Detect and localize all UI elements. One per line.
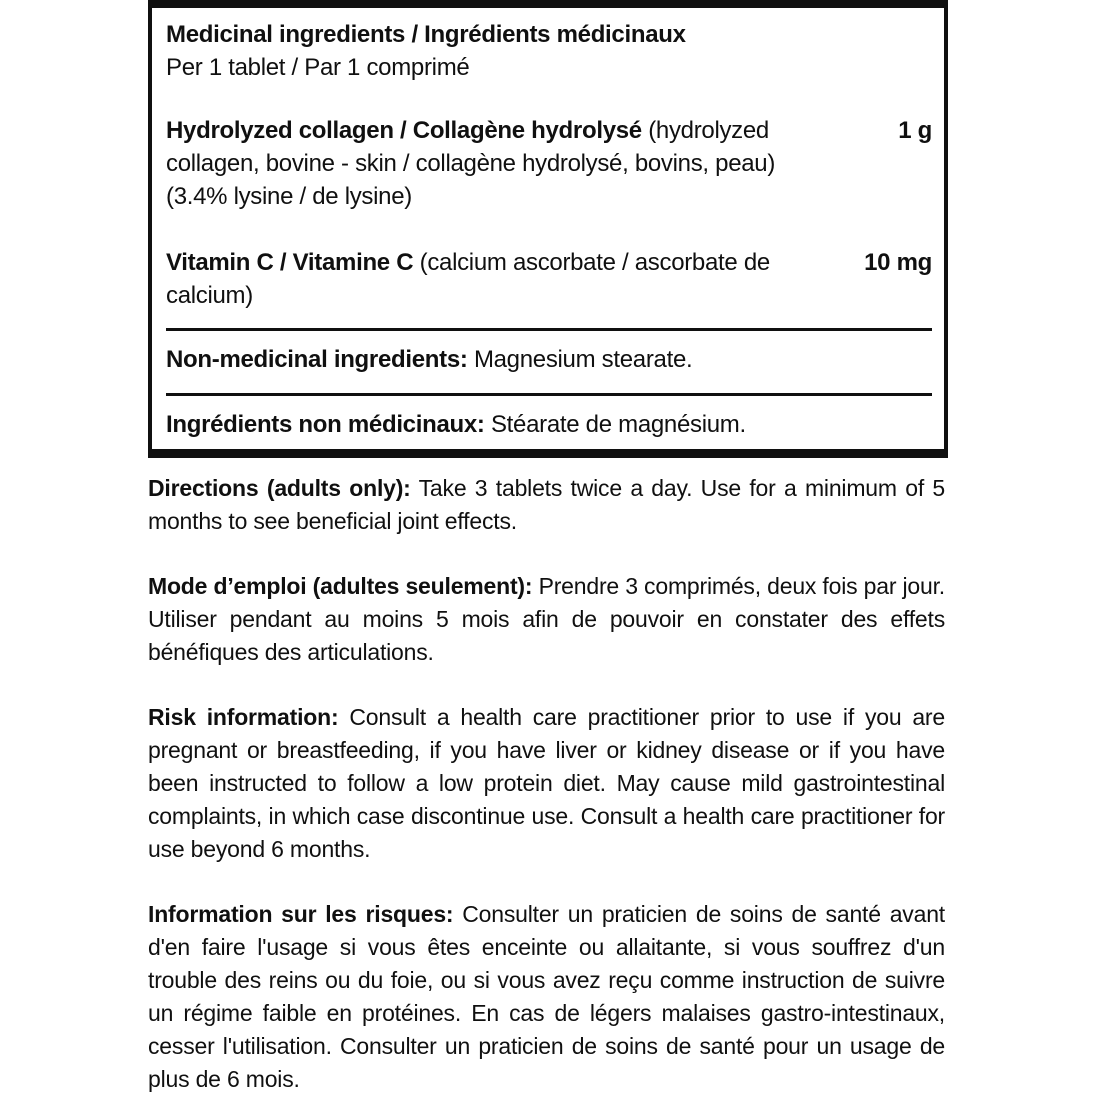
medicinal-ingredients-panel	[148, 0, 948, 458]
ingredient-text	[166, 114, 828, 213]
ingredient-amount: 10 mg	[864, 249, 932, 276]
paragraph-label: Directions (adults only):	[148, 475, 411, 501]
non-medicinal-en-label: Non-medicinal ingredients:	[166, 346, 468, 373]
non-medicinal-fr-text: Stéarate de magnésium.	[484, 411, 746, 438]
ingredient-amount: 1 g	[898, 117, 932, 144]
paragraph-risk-en	[148, 701, 945, 866]
paragraph-text: Prendre 3 comprimés, deux fois par jour. Utiliser pendant au moins 5 mois afin de pouvoir en constater des effets bénéfiques des articulations.	[148, 573, 945, 665]
non-medicinal-fr	[166, 408, 932, 441]
ingredient-row-vitamin-c	[166, 246, 932, 312]
directions-and-warnings	[148, 461, 945, 1096]
paragraph-text: Consult a health care practitioner prior to use if you are pregnant or breastfeeding, if you have liver or kidney disease or if you have been instructed to follow a low protein diet. May cause mild gastrointestinal complaints, in which case discontinue use. Consult a health care practitioner for use beyond 6 months.	[148, 704, 945, 862]
ingredient-name: Hydrolyzed collagen / Collagène hydrolysé	[166, 117, 642, 144]
ingredient-text	[166, 246, 828, 312]
panel-title: Medicinal ingredients / Ingrédients médicinaux	[166, 21, 686, 48]
paragraph-text: Take 3 tablets twice a day. Use for a minimum of 5 months to see beneficial joint effects.	[148, 475, 946, 534]
non-medicinal-fr-label: Ingrédients non médicinaux:	[166, 411, 485, 438]
ingredient-detail: (calcium ascorbate / ascorbate de calcium)	[166, 249, 770, 309]
non-medicinal-en	[166, 343, 932, 376]
paragraph-text: Consulter un praticien de soins de santé avant d'en faire l'usage si vous êtes enceinte ou allaitante, si vous souffrez d'un trouble des reins ou du foie, ou si vous avez reçu comme instruction de suivre un régime faible en protéines. En cas de légers malaises gastro-intestinaux, cesser l'utilisation. Consulter un praticien de soins de santé pour un usage de plus de 6 mois.	[148, 901, 945, 1092]
ingredient-detail: (hydrolyzed collagen, bovine - skin / collagène hydrolysé, bovins, peau) (3.4% lysine / de lysine)	[166, 117, 776, 210]
paragraph-label: Risk information:	[148, 704, 339, 730]
separator-rule	[166, 393, 932, 396]
paragraph-directions-en	[148, 472, 945, 538]
paragraph-label: Mode d’emploi (adultes seulement):	[148, 573, 533, 599]
paragraph-risk-fr	[148, 898, 945, 1096]
separator-rule	[166, 328, 932, 331]
serving-size: Per 1 tablet / Par 1 comprimé	[166, 54, 470, 81]
non-medicinal-en-text: Magnesium stearate.	[467, 346, 693, 373]
paragraph-label: Information sur les risques:	[148, 901, 454, 927]
paragraph-directions-fr	[148, 570, 945, 669]
ingredient-name: Vitamin C / Vitamine C	[166, 249, 414, 276]
ingredient-row-collagen	[166, 114, 932, 213]
